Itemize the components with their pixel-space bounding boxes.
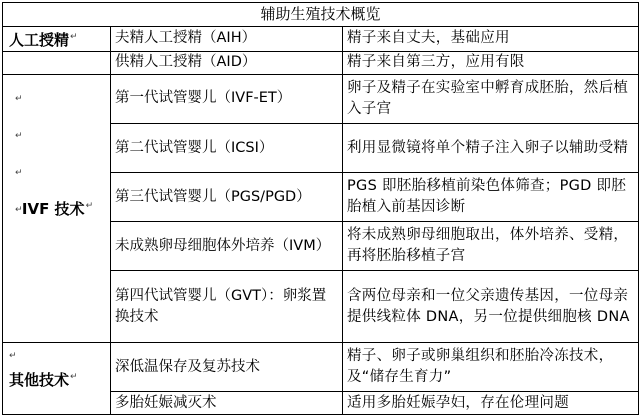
category-label: IVF 技术: [21, 200, 85, 219]
desc-cell-ivf-et: 卵子及精子在实验室中孵育成胚胎，然后植入子宫: [343, 74, 639, 123]
paragraph-marks: ↵ ↵ ↵ ↵: [15, 93, 23, 215]
desc-cell-aih: 精子来自丈夫，基础应用: [343, 26, 639, 52]
desc-cell-pgs-pgd: PGS 即胚胎移植前染色体筛查；PGD 即胚胎植入前基因诊断: [343, 173, 639, 222]
tech-cell-cryopreservation: 深低温保存及复苏技术: [111, 343, 343, 392]
desc-cell-ivm: 将未成熟卵母细胞取出，体外培养、受精，再将胚胎移植子宫: [343, 222, 639, 271]
tech-cell-aih: 夫精人工授精（AIH）: [111, 26, 343, 52]
paragraph-mark: ↵: [9, 351, 17, 362]
desc-cell-icsi: 利用显微镜将单个精子注入卵子以辅助受精: [343, 123, 639, 172]
category-label: 人工授精: [9, 30, 70, 49]
paragraph-mark: ↵: [70, 31, 78, 42]
table-title: 辅助生殖技术概览: [3, 3, 639, 27]
tech-cell-icsi: 第二代试管婴儿（ICSI）: [111, 123, 343, 172]
tech-cell-aid: 供精人工授精（AID）: [111, 52, 343, 75]
desc-cell-gvt: 含两位母亲和一位父亲遗传基因，一位母亲提供线粒体 DNA，另一位提供细胞核 DNA: [343, 271, 639, 343]
category-artificial-insemination: [3, 26, 111, 52]
art-overview-table: [2, 2, 639, 415]
tech-cell-reduction: 多胎妊娠减灭术: [111, 392, 343, 415]
tech-cell-gvt: 第四代试管婴儿（GVT）：卵浆置换技术: [111, 271, 343, 343]
tech-cell-pgs-pgd: 第三代试管婴儿（PGS/PGD）: [111, 173, 343, 222]
tech-cell-ivm: 未成熟卵母细胞体外培养（IVM）: [111, 222, 343, 271]
category-other: ↵ 其他技术↵: [3, 343, 111, 415]
desc-cell-reduction: 适用多胎妊娠孕妇，存在伦理问题: [343, 392, 639, 415]
category-empty-cell: [3, 52, 111, 75]
desc-cell-cryopreservation: 精子、卵子或卵巢组织和胚胎冷冻技术，及“储存生育力”: [343, 343, 639, 392]
tech-cell-ivf-et: 第一代试管婴儿（IVF-ET）: [111, 74, 343, 123]
category-ivf: ↵ ↵ ↵ ↵ IVF 技术↵: [3, 74, 111, 342]
desc-cell-aid: 精子来自第三方，应用有限: [343, 52, 639, 75]
category-label: 其他技术: [9, 370, 70, 389]
